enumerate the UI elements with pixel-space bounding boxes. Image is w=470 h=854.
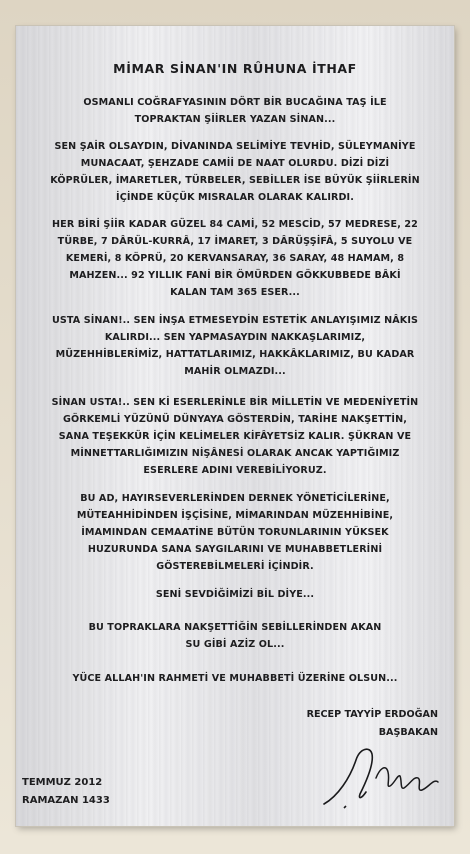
p4-line-2: KALIRDI... SEN YAPMASAYDIN NAKKAŞLARIMIZ, (104, 332, 366, 343)
p2-line-4: İÇİNDE KÜÇÜK MISRALAR OLARAK KALIRDI. (116, 192, 354, 203)
p5-line-3: SANA TEŞEKKÜR İÇİN KELİMELER KİFÂYETSİZ KALIR. ŞÜKRAN VE (58, 431, 412, 442)
p4-line-1: USTA SİNAN!.. SEN İNŞA ETMESEYDİN ESTETİK ANLAYIŞIMIZ NÂKIS (51, 315, 419, 326)
author-role: BAŞBAKAN (378, 727, 438, 738)
p5-line-2: GÖRKEMLİ YÜZÜNÜ DÜNYAYA GÖSTERDİN, TARİHE NAKŞETTİN, (63, 414, 407, 425)
author-name: RECEP TAYYİP ERDOĞAN (306, 709, 438, 720)
p8-line-1: BU TOPRAKLARA NAKŞETTİĞİN SEBİLLERİNDEN AKAN (88, 622, 382, 633)
p3-line-2: TÜRBE, 7 DÂRÜL-KURRÂ, 17 İMARET, 3 DÂRÜŞŞİFÂ, 5 SUYOLU VE (57, 236, 413, 247)
p2-line-2: MUNACAAT, ŞEHZADE CAMİİ DE NAAT OLURDU. DİZİ DİZİ (80, 158, 390, 169)
p6-line-4: HUZURUNDA SANA SAYGILARINI VE MUHABBETLERİNİ (87, 544, 383, 555)
p3-line-5: KALAN TAM 365 ESER... (170, 287, 300, 298)
p6-line-1: BU AD, HAYIRSEVERLERİNDEN DERNEK YÖNETİCİLERİNE, (80, 493, 390, 504)
p5-line-4: MİNNETTARLIĞIMIZIN NİŞÂNESİ OLARAK ANCAK YAPTIĞIMIZ (70, 448, 400, 459)
p3-line-3: KEMERİ, 8 KÖPRÜ, 20 KERVANSARAY, 36 SARAY, 48 HAMAM, 8 (65, 253, 405, 264)
p5-line-1: SİNAN USTA!.. SEN Kİ ESERLERİNLE BİR MİLLETİN VE MEDENİYETİN (51, 397, 419, 408)
p7-line-1: SENİ SEVDİĞİMİZİ BİL DİYE... (155, 589, 315, 600)
p3-line-4: MAHZEN... 92 YILLIK FANİ BİR ÖMÜRDEN GÖKKUBBEDE BÂKİ (69, 270, 401, 281)
p6-line-2: MÜTEAHHİDİNDEN İŞÇİSİNE, MİMARINDAN MÜZEHHİBİNE, (76, 510, 394, 521)
p6-line-5: GÖSTEREBİLMELERİ İÇİNDİR. (156, 561, 314, 572)
p4-line-3: MÜZEHHİBLERİMİZ, HATTATLARIMIZ, HAKKÂKLARIMIZ, BU KADAR (55, 349, 415, 360)
p1-line-2: TOPRAKTAN ŞİİRLER YAZAN SİNAN... (134, 114, 336, 125)
p2-line-1: SEN ŞAİR OLSAYDIN, DİVANINDA SELİMİYE TEVHİD, SÜLEYMANİYE (54, 141, 416, 152)
p1-line-1: OSMANLI COĞRAFYASININ DÖRT BİR BUCAĞINA TAŞ İLE (83, 97, 387, 108)
date-hijri: RAMAZAN 1433 (22, 795, 110, 806)
p4-line-4: MAHİR OLMAZDI... (184, 366, 286, 377)
plaque-title: MİMAR SİNAN'IN RÛHUNA İTHAF (113, 61, 357, 76)
p6-line-3: İMAMINDAN CEMAATİNE BÜTÜN TORUNLARININ YÜKSEK (81, 527, 389, 538)
p8-line-2: SU GİBİ AZİZ OL... (185, 639, 285, 650)
p9-line-1: YÜCE ALLAH'IN RAHMETİ VE MUHABBETİ ÜZERİNE OLSUN... (72, 673, 398, 684)
marble-plaque (16, 26, 454, 826)
signature-icon (316, 738, 446, 812)
p5-line-5: ESERLERE ADINI VEREBİLİYORUZ. (143, 465, 327, 476)
p3-line-1: HER BİRİ ŞİİR KADAR GÜZEL 84 CAMİ, 52 MESCİD, 57 MEDRESE, 22 (52, 219, 418, 230)
p2-line-3: KÖPRÜLER, İMARETLER, TÜRBELER, SEBİLLER İSE BÜYÜK ŞİİRLERİN (50, 175, 420, 186)
date-gregorian: TEMMUZ 2012 (22, 777, 103, 788)
